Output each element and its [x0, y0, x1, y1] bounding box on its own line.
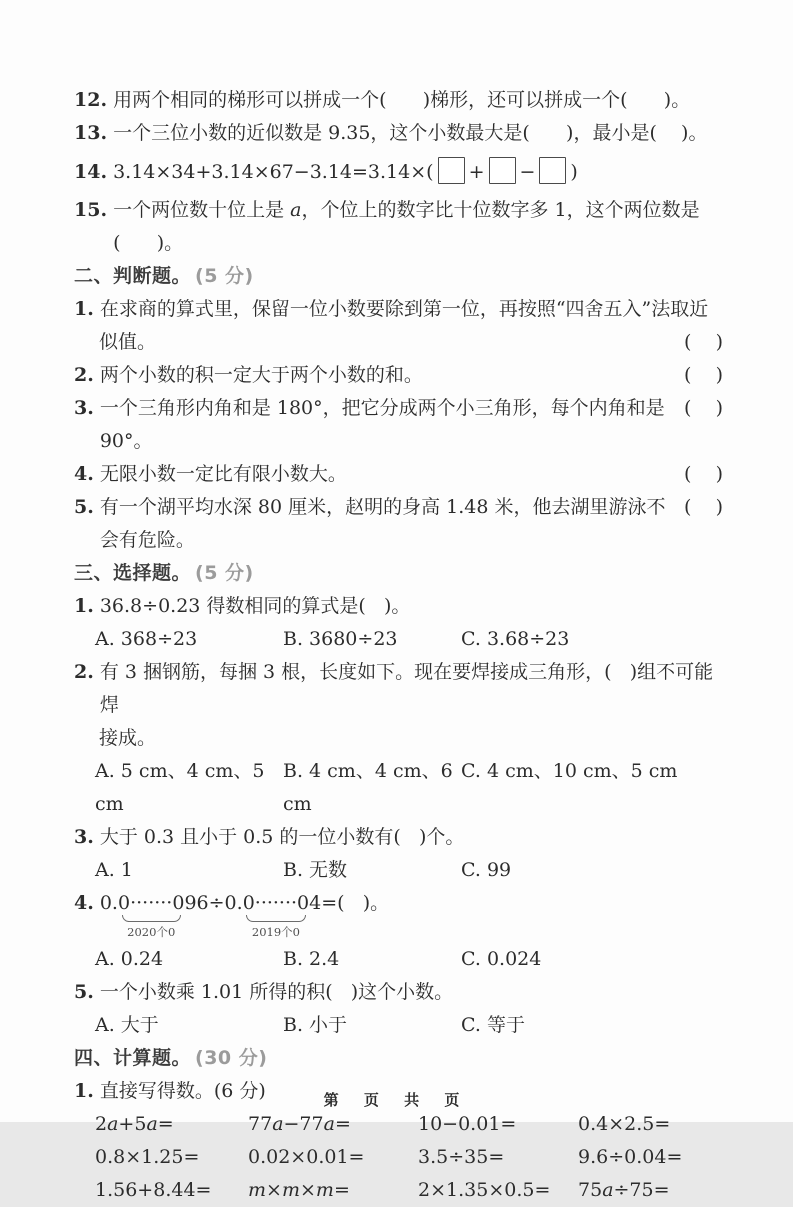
question-stem: 大于 0.3 且小于 0.5 的一位小数有( )个。 [99, 826, 465, 848]
question-text: 用两个相同的梯形可以拼成一个( )梯形，还可以拼成一个( )。 [113, 89, 691, 111]
question-number: 1. [74, 298, 94, 320]
choice-item-3 [74, 821, 723, 887]
page-footer: 第 页 共 页 [323, 1091, 470, 1109]
question-number: 3. [74, 826, 94, 848]
fill-blank-item-13 [74, 117, 723, 150]
fill-blank-item-14 [74, 150, 723, 194]
plus-sign: + [468, 161, 485, 183]
choice-item-1 [74, 590, 723, 656]
calc-expression: 3.5÷35= [418, 1146, 505, 1168]
calc-row-2 [74, 1141, 723, 1174]
question-number: 1. [74, 1080, 94, 1102]
choice-option-a: A. 368÷23 [95, 628, 198, 650]
zeros-run: 0·······0 [242, 892, 310, 914]
question-number: 12. [74, 89, 108, 111]
question-text: 有一个湖平均水深 80 厘米，赵明的身高 1.48 米，他去湖里游泳不会有危险。 [99, 496, 666, 551]
calc-row-1 [74, 1108, 723, 1141]
choice-option-b: B. 4 cm、4 cm、6 cm [283, 760, 453, 815]
choice-item-5 [74, 976, 723, 1042]
choice-option-a: A. 大于 [95, 1014, 159, 1036]
underbrace-group [118, 887, 184, 939]
question-number: 3. [74, 397, 94, 419]
equation-prefix: 3.14×34+3.14×67−3.14=3.14×( [113, 161, 434, 183]
question-number: 4. [74, 892, 94, 914]
judge-item-5 [74, 491, 723, 557]
calc-expression: 75a÷75= [578, 1179, 670, 1201]
choice-item-4 [74, 887, 723, 976]
option-row [74, 623, 723, 656]
calc-expression: m×m×m= [248, 1179, 350, 1201]
answer-box [539, 157, 566, 184]
calc-expression: 2×1.35×0.5= [418, 1179, 551, 1201]
question-text: 无限小数一定比有限小数大。 [99, 463, 347, 485]
calc-expression: 0.8×1.25= [95, 1146, 200, 1168]
fill-blank-item-15 [74, 194, 723, 260]
choice-option-a: A. 5 cm、4 cm、5 cm [95, 760, 265, 815]
subheader-text: 直接写得数。(6 分) [99, 1080, 266, 1102]
question-stem-line2: 接成。 [99, 727, 157, 749]
question-number: 5. [74, 496, 94, 518]
section-score: (5 分) [195, 562, 254, 584]
section-calc-header [74, 1042, 723, 1075]
option-row [74, 854, 723, 887]
question-text-line1: 在求商的算式里，保留一位小数要除到第一位，再按照“四舍五入”法取近 [99, 298, 709, 320]
calc-expression: 10−0.01= [418, 1113, 517, 1135]
question-number: 4. [74, 463, 94, 485]
section-choice-header [74, 557, 723, 590]
question-stem-with-underbraces [74, 887, 723, 943]
stem-part: 4=( )。 [309, 892, 390, 914]
section-score: (30 分) [195, 1047, 268, 1069]
judge-bracket: ( ) [684, 331, 723, 353]
judge-item-3 [74, 392, 723, 458]
question-number: 15. [74, 199, 108, 221]
choice-option-c: C. 99 [461, 859, 512, 881]
question-number: 14. [74, 161, 108, 183]
judge-item-2 [74, 359, 723, 392]
question-stem: 一个小数乘 1.01 所得的积( )这个小数。 [99, 981, 454, 1003]
fill-blank-item-12 [74, 84, 723, 117]
choice-option-a: A. 0.24 [95, 948, 164, 970]
question-stem: 36.8÷0.23 得数相同的算式是( )。 [99, 595, 411, 617]
section-title: 二、判断题。 [74, 265, 192, 287]
option-row [74, 943, 723, 976]
option-row [74, 1009, 723, 1042]
calc-expression: 2a+5a= [95, 1113, 174, 1135]
section-score: (5 分) [195, 265, 254, 287]
underbrace-label: 2020个0 [127, 925, 176, 939]
underbrace-icon [122, 915, 181, 922]
choice-option-b: B. 小于 [283, 1014, 348, 1036]
question-text: 两个小数的积一定大于两个小数的和。 [99, 364, 423, 386]
option-row [74, 755, 723, 821]
calc-row-3 [74, 1174, 723, 1207]
choice-option-c: C. 等于 [461, 1014, 525, 1036]
judge-item-1 [74, 293, 723, 359]
calc-expression: 77a−77a= [248, 1113, 351, 1135]
choice-option-b: B. 3680÷23 [283, 628, 398, 650]
judge-bracket: ( ) [684, 364, 723, 386]
choice-option-b: B. 无数 [283, 859, 348, 881]
choice-option-a: A. 1 [95, 859, 133, 881]
answer-box [489, 157, 516, 184]
calc-expression: 0.4×2.5= [578, 1113, 671, 1135]
choice-option-c: C. 4 cm、10 cm、5 cm [461, 760, 678, 782]
section-judge-header [74, 260, 723, 293]
question-text: 一个三角形内角和是 180°，把它分成两个小三角形，每个内角和是 90°。 [99, 397, 665, 452]
question-number: 2. [74, 364, 94, 386]
underbrace-group [243, 887, 309, 939]
choice-option-c: C. 0.024 [461, 948, 542, 970]
choice-item-2 [74, 656, 723, 821]
minus-sign: − [519, 161, 536, 183]
question-text: 一个三位小数的近似数是 9.35，这个小数最大是( )，最小是( )。 [113, 122, 708, 144]
question-number: 5. [74, 981, 94, 1003]
zeros-run: 0·······0 [117, 892, 185, 914]
section-title: 三、选择题。 [74, 562, 192, 584]
question-number: 1. [74, 595, 94, 617]
stem-part: 0. [99, 892, 118, 914]
calc-expression: 0.02×0.01= [248, 1146, 365, 1168]
underbrace-icon [246, 915, 305, 922]
question-text: 一个两位数十位上是 a，个位上的数字比十位数字多 1，这个两位数是( )。 [113, 199, 700, 254]
question-stem-line1: 有 3 捆钢筋，每捆 3 根，长度如下。现在要焊接成三角形，( )组不可能焊 [99, 661, 714, 716]
stem-part: 96÷0. [184, 892, 243, 914]
judge-bracket: ( ) [684, 496, 723, 518]
answer-box [438, 157, 465, 184]
question-text-line2: 似值。 [99, 331, 157, 353]
choice-option-c: C. 3.68÷23 [461, 628, 570, 650]
judge-bracket: ( ) [684, 463, 723, 485]
choice-option-b: B. 2.4 [283, 948, 340, 970]
equation-close: ) [570, 161, 578, 183]
equation-with-boxes [113, 150, 723, 194]
section-title: 四、计算题。 [74, 1047, 192, 1069]
question-number: 2. [74, 661, 94, 683]
question-number: 13. [74, 122, 108, 144]
calc-expression: 1.56+8.44= [95, 1179, 212, 1201]
judge-bracket: ( ) [684, 397, 723, 419]
underbrace-label: 2019个0 [251, 925, 300, 939]
calc-expression: 9.6÷0.04= [578, 1146, 683, 1168]
judge-item-4 [74, 458, 723, 491]
